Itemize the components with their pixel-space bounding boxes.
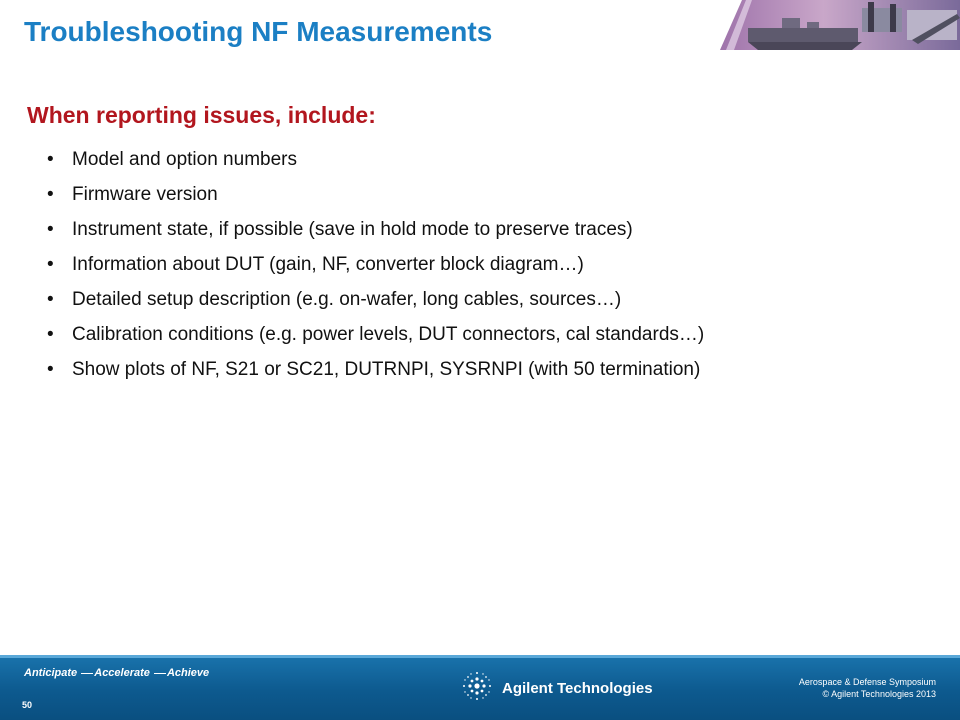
footer-bar [0, 655, 960, 720]
bullet-glyph: • [47, 184, 54, 205]
footer-tagline [24, 667, 209, 679]
slide-title: Troubleshooting NF Measurements [24, 16, 493, 47]
bullet-text: Model and option numbers [72, 149, 297, 170]
bullet-glyph: • [47, 359, 54, 380]
bullet-text: Information about DUT (gain, NF, converter block diagram…) [72, 254, 584, 275]
page-number: 50 [22, 700, 33, 710]
bullet-text: Detailed setup description (e.g. on-wafer, long cables, sources…) [72, 289, 622, 310]
event-info [799, 676, 936, 700]
bullet-list [46, 142, 926, 387]
bullet-item [46, 352, 926, 387]
bullet-text: Show plots of NF, S21 or SC21, DUTRNPI, SYSRNPI (with 50 termination) [72, 359, 701, 380]
event-name: Aerospace & Defense Symposium [798, 677, 936, 687]
header-banner-image [712, 0, 960, 50]
copyright-text: © Agilent Technologies 2013 [822, 689, 936, 699]
footer-divider [0, 655, 960, 658]
bullet-item [46, 247, 926, 282]
agilent-spark-icon [460, 669, 494, 708]
tagline-separator [154, 673, 166, 674]
bullet-glyph: • [47, 149, 54, 170]
bullet-item [46, 282, 926, 317]
bullet-glyph: • [47, 254, 54, 275]
bullet-item [46, 212, 926, 247]
bullet-text: Instrument state, if possible (save in hold mode to preserve traces) [72, 219, 633, 240]
logo-wordmark: Agilent Technologies [502, 679, 653, 697]
section-heading: When reporting issues, include: [27, 102, 376, 128]
bullet-text: Firmware version [72, 184, 218, 205]
bullet-item [46, 177, 926, 212]
agilent-logo [460, 671, 653, 705]
bullet-glyph: • [47, 324, 54, 345]
bullet-glyph: • [47, 289, 54, 310]
bullet-item [46, 317, 926, 352]
bullet-item [46, 142, 926, 177]
tagline-separator [81, 673, 93, 674]
bullet-glyph: • [47, 219, 54, 240]
tagline-accelerate: Accelerate [94, 667, 150, 679]
bullet-text: Calibration conditions (e.g. power levels, DUT connectors, cal standards…) [72, 324, 705, 345]
tagline-achieve: Achieve [166, 667, 210, 679]
tagline-anticipate: Anticipate [24, 667, 78, 679]
